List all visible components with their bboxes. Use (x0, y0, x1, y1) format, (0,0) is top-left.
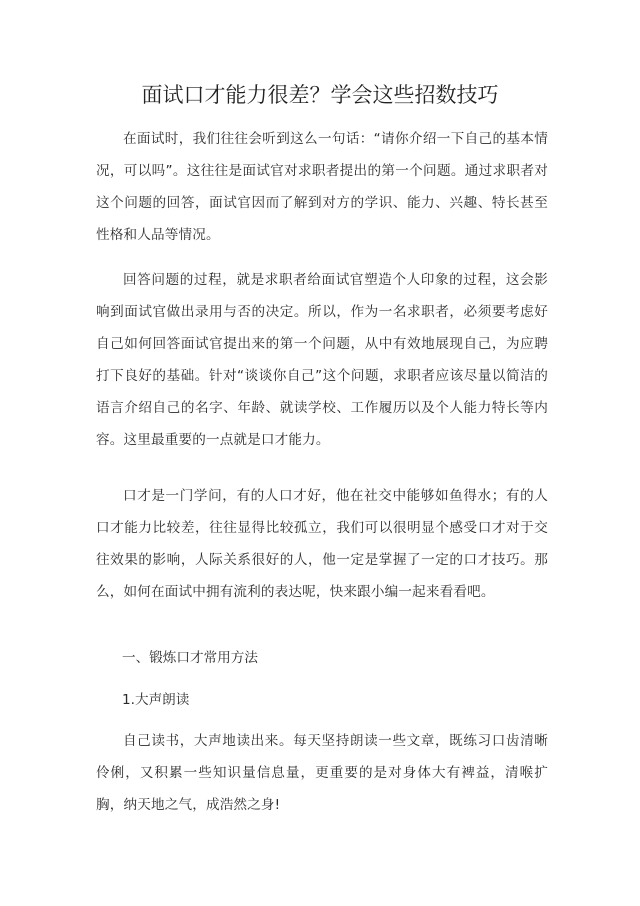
answer-process-paragraph: 回答问题的过程，就是求职者给面试官塑造个人印象的过程，这会影响到面试官做出录用与否的决定。所以，作为一名求职者，必须要考虑好自己如何回答面试官提出来的第一个问题，从中有效地展现自己，为应聘打下良好的基础。针对“谈谈你自己”这个问题，求职者应该尽量以简洁的语言介绍自己的名字、年龄、就读学校、工作履历以及个人能力特长等内容。这里最重要的一点就是口才能力。 (96, 272, 548, 448)
article-title: 面试口才能力很差？学会这些招数技巧 (141, 83, 499, 107)
eloquence-paragraph: 口才是一门学问，有的人口才好，他在社交中能够如鱼得水；有的人口才能力比较差，往往显得比较孤立，我们可以很明显个感受口才对于交往效果的影响，人际关系很好的人，他一定是掌握了一定的口才技巧。那么，如何在面试中拥有流利的表达呢，快来跟小编一起来看看吧。 (96, 488, 548, 600)
subheading: 1.大声朗读 (122, 692, 190, 708)
section-heading: 一、锻炼口才常用方法 (122, 650, 258, 666)
intro-paragraph: 在面试时，我们往往会听到这么一句话：“请你介绍一下自己的基本情况，可以吗”。这往往是面试官对求职者提出的第一个问题。通过求职者对这个问题的回答，面试官因而了解到对方的学识、能力、兴趣、特长甚至性格和人品等情况。 (96, 131, 548, 243)
reading-aloud-paragraph: 自己读书，大声地读出来。每天坚持朗读一些文章，既练习口齿清晰伶俐，又积累一些知识量信息量，更重要的是对身体大有裨益，清喉扩胸，纳天地之气，成浩然之身! (96, 733, 548, 813)
